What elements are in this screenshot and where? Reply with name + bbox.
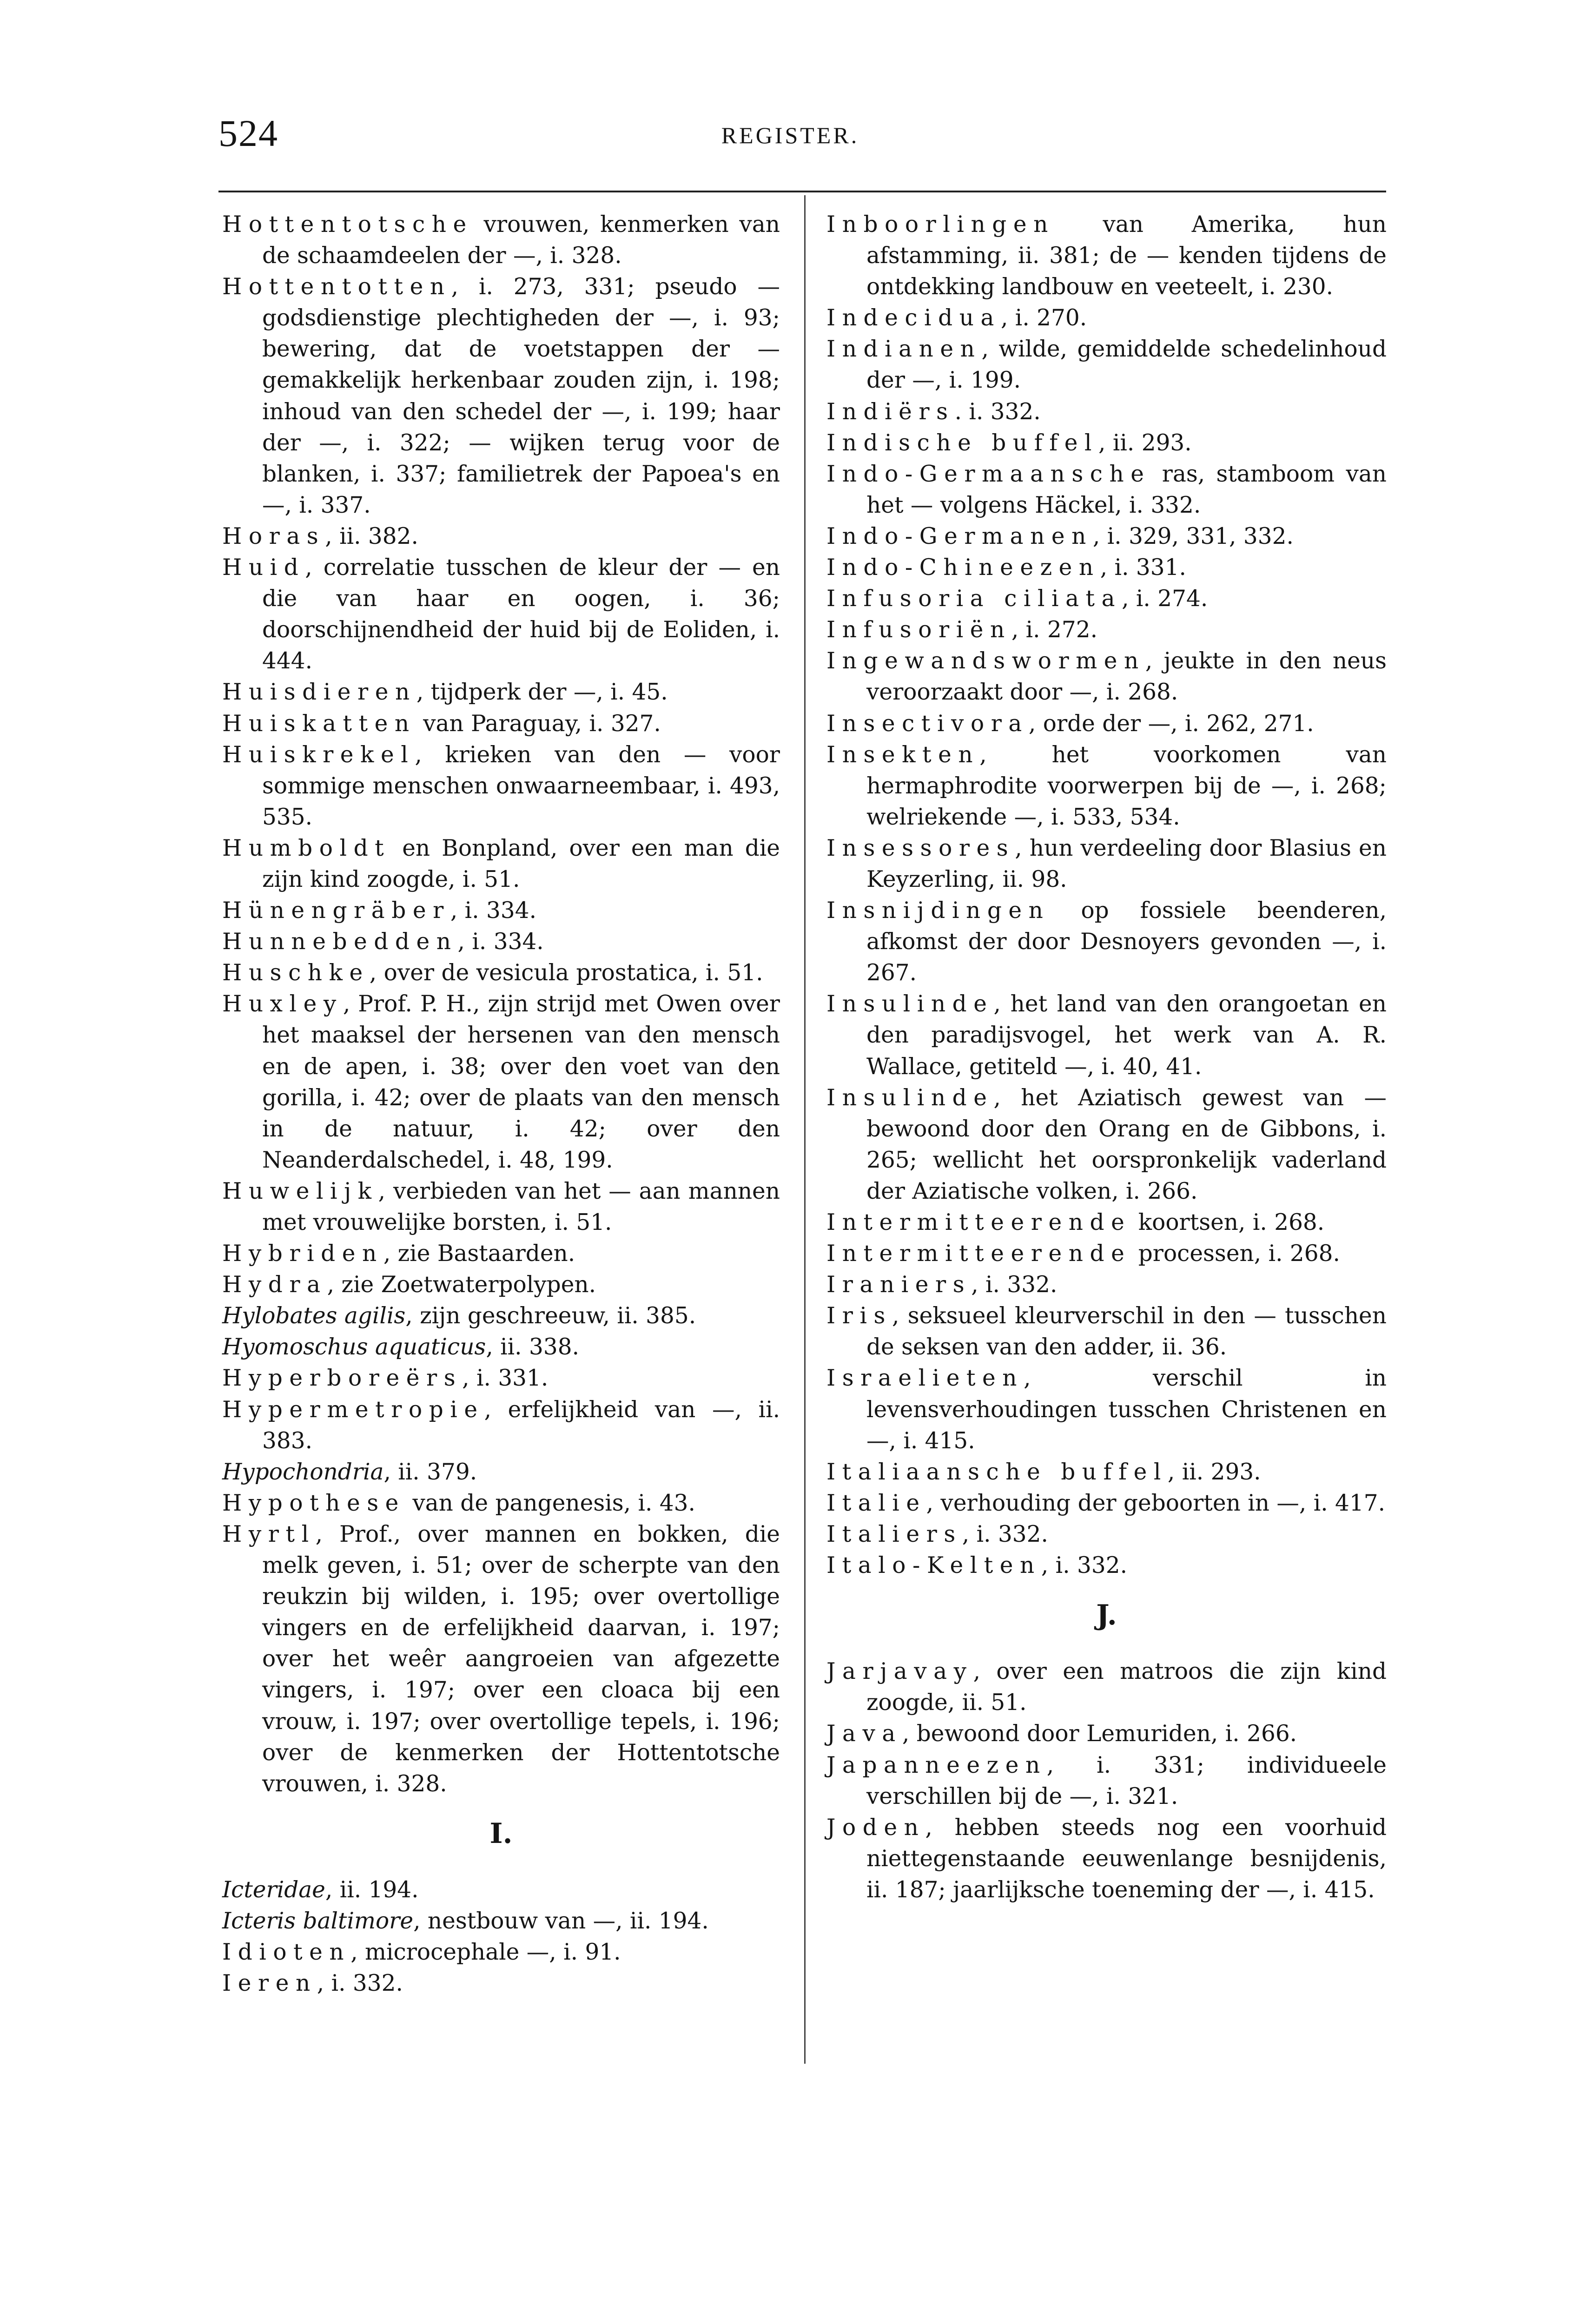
index-entry <box>222 552 780 677</box>
entry-text: , ii. 194. <box>325 1876 419 1903</box>
entry-text: , nestbouw van —, ii. 194. <box>413 1908 709 1934</box>
index-entry <box>222 708 780 739</box>
index-entry <box>826 989 1387 1082</box>
entry-text: , i. 329, 331, 332. <box>1092 523 1294 549</box>
entry-text: . i. 332. <box>954 398 1041 425</box>
index-entry <box>222 1488 780 1519</box>
entry-term: Horas <box>222 523 325 549</box>
entry-term: Hydra <box>222 1272 327 1298</box>
entry-term: Hyrtl <box>222 1521 316 1547</box>
right-column <box>826 209 1387 1906</box>
entry-term: Indo-Germanen <box>826 523 1093 549</box>
entry-term: Iris <box>826 1303 892 1329</box>
entry-term: Hyomoschus aquaticus <box>222 1334 486 1360</box>
left-entries <box>222 209 780 1800</box>
entry-term: Indecidua <box>826 305 1001 331</box>
entry-text: , i. 332. <box>971 1272 1057 1298</box>
running-head: REGISTER. <box>721 122 859 148</box>
entry-term: Hypochondria <box>222 1459 384 1485</box>
entry-text: , ii. 293. <box>1167 1459 1261 1485</box>
entry-text: en Bonpland, over een man die zijn kind zoogde, i. 51. <box>262 835 780 892</box>
entry-term: Insulinde <box>826 1084 994 1111</box>
entry-term: Indo-Chineezen <box>826 555 1100 581</box>
index-entry <box>222 1968 780 1999</box>
index-entry <box>222 1238 780 1269</box>
index-entry <box>826 1550 1387 1581</box>
left-entries-after <box>222 1875 780 1999</box>
header-rule <box>218 191 1386 192</box>
entry-text: , hebben steeds nog een voorhuid niettegenstaande eeuwenlange besnijdenis, ii. 187; jaarlijksche toeneming der —, i. 415. <box>866 1814 1387 1903</box>
entry-text: van de pangenesis, i. 43. <box>405 1490 695 1516</box>
index-entry <box>826 1207 1387 1238</box>
index-entry <box>222 677 780 708</box>
entry-term: Icteris baltimore <box>222 1908 414 1934</box>
index-entry <box>826 833 1387 895</box>
entry-term: Huid <box>222 555 305 581</box>
index-entry <box>826 334 1387 396</box>
index-entry <box>222 989 780 1176</box>
entry-text: , ii. 293. <box>1098 429 1192 456</box>
index-entry <box>826 1269 1387 1301</box>
index-entry <box>826 1488 1387 1519</box>
entry-term: Huschke <box>222 960 370 986</box>
right-entries <box>826 209 1387 1581</box>
entry-text: , over de vesicula prostatica, i. 51. <box>369 960 763 986</box>
entry-text: , i. 332. <box>962 1521 1048 1547</box>
index-entry <box>826 1457 1387 1488</box>
index-entry <box>222 957 780 989</box>
index-entry <box>222 521 780 552</box>
entry-term: Insnijdingen <box>826 898 1050 924</box>
entry-text: , zie Zoetwaterpolypen. <box>327 1272 596 1298</box>
entry-term: Italo-Kelten <box>826 1552 1041 1579</box>
index-entry <box>826 1750 1387 1812</box>
page-number: 524 <box>218 112 278 154</box>
entry-text: , bewoond door Lemuriden, i. 266. <box>902 1721 1297 1747</box>
index-entry <box>222 1269 780 1301</box>
entry-text: , orde der —, i. 262, 271. <box>1028 710 1314 737</box>
column-divider <box>804 195 806 2064</box>
entry-text: , verbieden van het — aan mannen met vrouwelijke borsten, i. 51. <box>262 1178 780 1235</box>
entry-term: Huwelijk <box>222 1178 378 1204</box>
entry-term: Infusoria ciliata <box>826 586 1122 612</box>
entry-term: Hylobates agilis <box>222 1303 406 1329</box>
index-entry <box>826 303 1387 334</box>
index-entry <box>222 833 780 895</box>
entry-term: Insulinde <box>826 991 994 1017</box>
index-entry <box>826 1301 1387 1363</box>
entry-term: Ieren <box>222 1970 317 1997</box>
entry-term: Indo-Germaansche <box>826 461 1151 487</box>
index-entry <box>222 1176 780 1238</box>
index-entry <box>222 926 780 957</box>
entry-text: , Prof., over mannen en bokken, die melk geven, i. 51; over de scherpte van den reukzin bij wilden, i. 195; over overtollige vingers en de erfelijkheid daarvan, i. 197; over het weêr aangroeien van afgezette vingers, i. 197; over een cloaca bij een vrouw, i. 197; over overtollige tepels, i. 196; over de kenmerken der Hottentotsche vrouwen, i. 328. <box>262 1521 780 1797</box>
entry-text: , ii. 382. <box>325 523 418 549</box>
index-entry <box>826 552 1387 583</box>
entry-text: , i. 331. <box>462 1365 549 1392</box>
entry-term: Hyperboreërs <box>222 1365 463 1392</box>
index-entry <box>222 1363 780 1394</box>
entry-term: Italiaansche buffel <box>826 1459 1168 1485</box>
index-entry <box>826 1519 1387 1550</box>
entry-text: , het Aziatisch gewest van — bewoond door den Orang en de Gibbons, i. 265; wellicht het oorspronkelijk vaderland der Aziatische volken, i. 266. <box>866 1084 1387 1204</box>
entry-text: , i. 332. <box>1041 1552 1128 1579</box>
entry-term: Inboorlingen <box>826 211 1055 238</box>
entry-term: Infusoriën <box>826 617 1011 643</box>
entry-text: koortsen, i. 268. <box>1131 1209 1325 1235</box>
section-letter-i: I. <box>489 1817 513 1850</box>
entry-text: , over een matroos die zijn kind zoogde, ii. 51. <box>866 1658 1387 1716</box>
entry-term: Indiërs <box>826 398 955 425</box>
entry-term: Hypermetropie <box>222 1396 484 1423</box>
entry-text: , hun verdeeling door Blasius en Keyzerling, ii. 98. <box>866 835 1387 892</box>
entry-term: Java <box>826 1721 902 1747</box>
right-entries-after <box>826 1656 1387 1906</box>
index-entry <box>826 646 1387 708</box>
entry-text: , het land van den orangoetan en den paradijsvogel, het werk van A. R. Wallace, getiteld —, i. 40, 41. <box>866 991 1387 1080</box>
entry-text: , erfelijkheid van —, ii. 383. <box>262 1396 780 1454</box>
index-entry <box>826 521 1387 552</box>
entry-text: , i. 273, 331; pseudo — godsdienstige plechtigheden der —, i. 93; bewering, dat de voetstappen der — gemakkelijk herkenbaar zouden zijn, i. 198; inhoud van den schedel der —, i. 199; haar der —, i. 322; — wijken terug voor de blanken, i. 337; familietrek der Papoea's en —, i. 337. <box>262 274 780 518</box>
entry-term: Hunnebedden <box>222 929 458 955</box>
entry-term: Huxley <box>222 991 343 1017</box>
entry-text: , verschil in levensverhoudingen tusschen Christenen en —, i. 415. <box>866 1365 1387 1454</box>
entry-term: Joden <box>826 1814 925 1841</box>
entry-text: , verhouding der geboorten in —, i. 417. <box>926 1490 1386 1516</box>
entry-term: Ingewandswormen <box>826 648 1145 674</box>
entry-text: , i. 274. <box>1122 586 1208 612</box>
entry-term: Iraniers <box>826 1272 972 1298</box>
entry-text: , i. 270. <box>1000 305 1087 331</box>
entry-term: Jarjavay <box>826 1658 973 1685</box>
index-entry <box>826 428 1387 459</box>
entry-text: , het voorkomen van hermaphrodite voorwerpen bij de —, i. 268; welriekende —, i. 533, 534. <box>866 741 1387 830</box>
entry-text: , jeukte in den neus veroorzaakt door —, i. 268. <box>866 648 1387 706</box>
entry-text: , ii. 338. <box>486 1334 580 1360</box>
entry-term: Indische buffel <box>826 429 1099 456</box>
index-entry <box>826 1718 1387 1750</box>
entry-text: , i. 331. <box>1100 555 1186 581</box>
index-entry <box>826 459 1387 521</box>
index-entry <box>826 1656 1387 1718</box>
index-entry <box>826 209 1387 303</box>
index-entry <box>826 396 1387 428</box>
entry-text: , wilde, gemiddelde schedelinhoud der —, i. 199. <box>866 336 1387 394</box>
entry-term: Hottentotten <box>222 274 451 300</box>
entry-text: processen, i. 268. <box>1131 1241 1340 1267</box>
entry-term: Huisdieren <box>222 679 416 706</box>
entry-text: , i. 334. <box>457 929 544 955</box>
index-entry <box>222 1301 780 1332</box>
entry-text: , krieken van den — voor sommige menschen onwaarneembaar, i. 493, 535. <box>262 741 780 830</box>
entry-text: , microcephale —, i. 91. <box>350 1939 621 1966</box>
entry-text: , tijdperk der —, i. 45. <box>416 679 668 706</box>
index-entry <box>222 1332 780 1363</box>
index-entry <box>222 1906 780 1937</box>
index-entry <box>222 739 780 833</box>
entry-text: , correlatie tusschen de kleur der — en die van haar en oogen, i. 36; doorschijnendheid der huid bij de Eoliden, i. 444. <box>262 555 780 674</box>
index-entry <box>826 1363 1387 1456</box>
index-entry <box>826 739 1387 833</box>
index-entry <box>826 614 1387 646</box>
index-entry <box>222 1394 780 1457</box>
index-entry <box>826 708 1387 739</box>
entry-text: van Amerika, hun afstamming, ii. 381; de — kenden tijdens de ontdekking landbouw en veeteelt, i. 230. <box>866 211 1387 300</box>
entry-text: vrouwen, kenmerken van de schaamdeelen der —, i. 328. <box>262 211 780 269</box>
index-entry <box>222 1937 780 1968</box>
entry-text: , zijn geschreeuw, ii. 385. <box>405 1303 696 1329</box>
entry-term: Indianen <box>826 336 982 363</box>
entry-term: Hünengräber <box>222 898 450 924</box>
index-entry <box>826 1083 1387 1207</box>
entry-term: Insectivora <box>826 710 1029 737</box>
entry-term: Idioten <box>222 1939 351 1966</box>
index-entry <box>222 895 780 926</box>
entry-term: Huiskatten <box>222 710 416 737</box>
entry-term: Israelieten <box>826 1365 1024 1392</box>
entry-text: van Paraguay, i. 327. <box>416 710 661 737</box>
entry-text: , i. 332. <box>317 1970 403 1997</box>
entry-term: Intermitteerende <box>826 1241 1131 1267</box>
entry-text: ras, stamboom van het — volgens Häckel, i. 332. <box>866 461 1387 518</box>
entry-term: Hottentotsche <box>222 211 473 238</box>
index-entry <box>222 1519 780 1800</box>
entry-text: , seksueel kleurverschil in den — tusschen de seksen van den adder, ii. 36. <box>866 1303 1387 1360</box>
index-entry <box>826 583 1387 614</box>
entry-term: Intermitteerende <box>826 1209 1131 1235</box>
index-entry <box>222 1875 780 1906</box>
entry-term: Hypothese <box>222 1490 405 1516</box>
entry-term: Insekten <box>826 741 980 768</box>
entry-term: Insessores <box>826 835 1015 861</box>
entry-term: Humboldt <box>222 835 391 861</box>
index-entry <box>222 209 780 271</box>
entry-term: Italie <box>826 1490 926 1516</box>
entry-text: , Prof. P. H., zijn strijd met Owen over het maaksel der hersenen van den mensch en de apen, i. 38; over den voet van den gorilla, i. 42; over de plaats van den mensch in de natuur, i. 42; over den Neanderdalschedel, i. 48, 199. <box>262 991 780 1173</box>
index-entry <box>826 895 1387 989</box>
entry-text: , zie Bastaarden. <box>383 1241 575 1267</box>
entry-text: op fossiele beenderen, afkomst der door Desnoyers gevonden —, i. 267. <box>866 898 1387 986</box>
entry-text: , i. 272. <box>1011 617 1097 643</box>
entry-term: Japanneezen <box>826 1752 1047 1778</box>
left-column <box>222 209 780 1999</box>
entry-text: , i. 331; individueele verschillen bij de —, i. 321. <box>866 1752 1387 1809</box>
entry-term: Icteridae <box>222 1876 325 1903</box>
entry-term: Hybriden <box>222 1241 383 1267</box>
index-entry <box>222 271 780 521</box>
section-letter-j: J. <box>1096 1599 1117 1632</box>
entry-text: , i. 334. <box>450 898 537 924</box>
index-entry <box>826 1238 1387 1269</box>
entry-text: , ii. 379. <box>383 1459 477 1485</box>
entry-term: Huiskrekel <box>222 741 415 768</box>
index-entry <box>826 1812 1387 1906</box>
entry-term: Italiers <box>826 1521 962 1547</box>
index-entry <box>222 1457 780 1488</box>
